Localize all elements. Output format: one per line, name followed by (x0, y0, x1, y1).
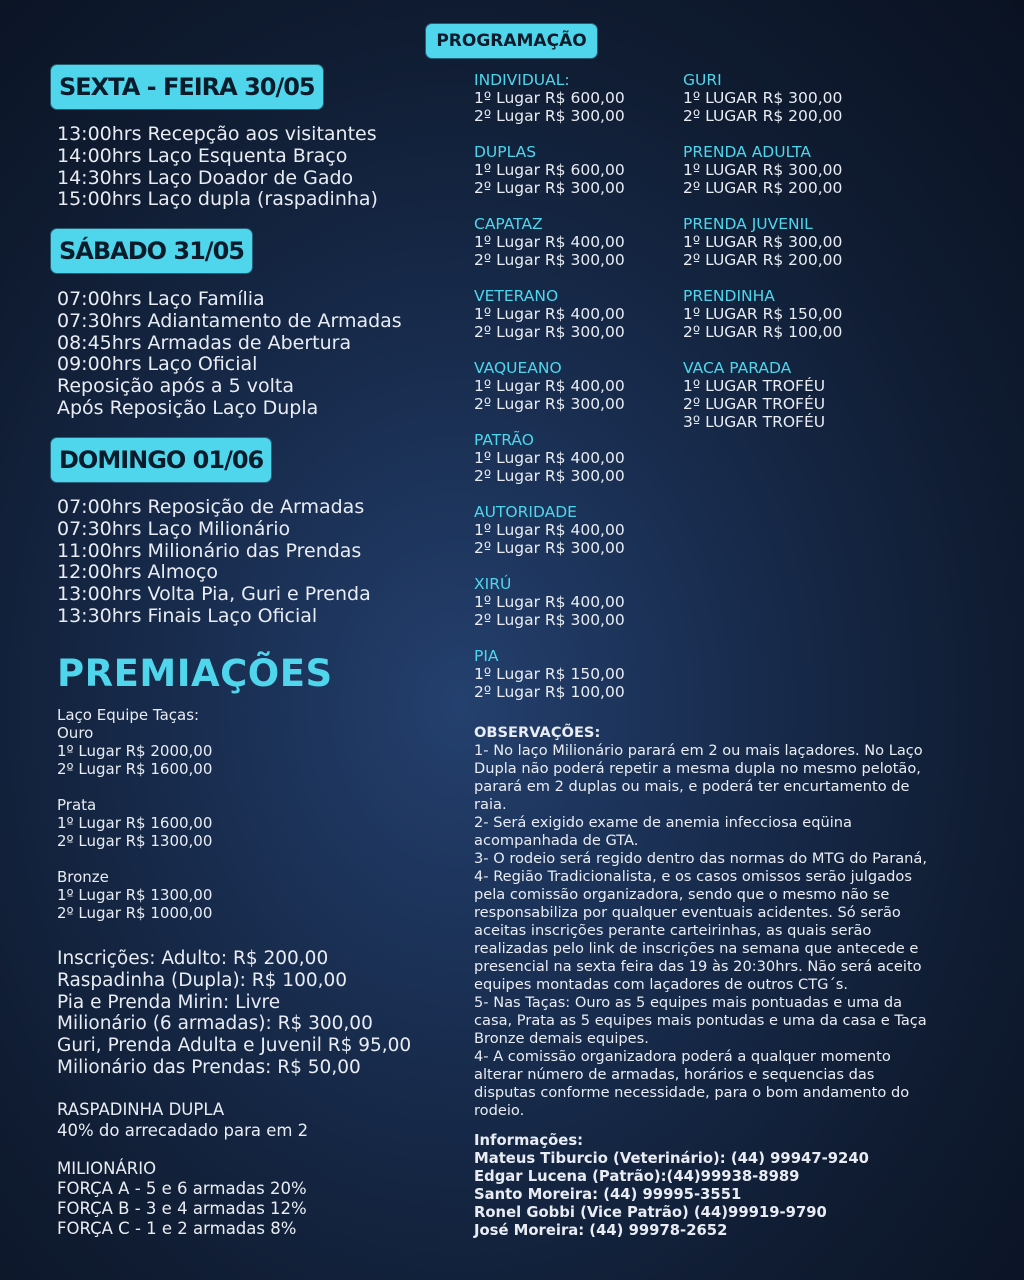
category-line: 1º LUGAR R$ 150,00 (683, 305, 843, 323)
category-line: 2º Lugar R$ 300,00 (474, 323, 625, 341)
category-line: 2º Lugar R$ 300,00 (474, 395, 625, 413)
category-line: 2º Lugar R$ 300,00 (474, 467, 625, 485)
fee-line: Milionário das Prendas: R$ 50,00 (57, 1056, 361, 1078)
category-line: 1º Lugar R$ 400,00 (474, 449, 625, 467)
category-name: VETERANO (474, 287, 559, 305)
category-pia (474, 647, 625, 701)
category-line: 2º LUGAR R$ 200,00 (683, 107, 843, 125)
observacao-line: Bronze demais equipes. (474, 1030, 649, 1047)
observacao-line: parará em 2 duplas ou mais, e poderá ter encurtamento de (474, 778, 910, 795)
category-name: CAPATAZ (474, 215, 543, 233)
category-name: AUTORIDADE (474, 503, 577, 521)
schedule-item: Após Reposição Laço Dupla (57, 396, 319, 419)
category-line: 2º Lugar R$ 300,00 (474, 179, 625, 197)
category-xiru (474, 575, 625, 629)
category-name: XIRÚ (474, 575, 512, 593)
observacao-line: 5- Nas Taças: Ouro as 5 equipes mais pontuadas e uma da (474, 994, 903, 1011)
inscricoes (57, 948, 411, 1079)
category-capataz (474, 215, 625, 269)
prize-line: Prata (57, 796, 97, 814)
category-line: 1º Lugar R$ 600,00 (474, 89, 625, 107)
category-line: 1º LUGAR TROFÉU (683, 377, 826, 395)
category-name: PRENDINHA (683, 287, 775, 305)
schedule-item: 13:00hrs Recepção aos visitantes (57, 123, 377, 145)
schedule-saturday (57, 289, 402, 420)
observacao-line: 4- A comissão organizadora poderá a qualquer momento (474, 1048, 891, 1065)
category-name: PATRÃO (474, 431, 534, 449)
observacao-line: equipes montadas com laçadores de outros CTG´s. (474, 976, 848, 993)
contact-line: Ronel Gobbi (Vice Patrão) (44)99919-9790 (474, 1204, 827, 1221)
milionario-line: FORÇA C - 1 e 2 armadas 8% (57, 1219, 297, 1238)
prize-line: 2º Lugar R$ 1000,00 (57, 904, 213, 922)
category-line: 1º LUGAR R$ 300,00 (683, 89, 843, 107)
informacoes (474, 1132, 869, 1240)
category-line: 2º Lugar R$ 300,00 (474, 107, 625, 125)
category-name: VAQUEANO (474, 359, 562, 377)
category-line: 1º Lugar R$ 400,00 (474, 377, 625, 395)
category-prenda-juvenil (683, 215, 842, 269)
schedule-item: 14:00hrs Laço Esquenta Braço (57, 144, 348, 167)
schedule-item: 07:30hrs Adiantamento de Armadas (57, 309, 402, 332)
category-prendinha (683, 287, 842, 341)
prize-line: 1º Lugar R$ 2000,00 (57, 742, 213, 760)
category-line: 2º Lugar R$ 300,00 (474, 539, 625, 557)
category-line: 1º Lugar R$ 400,00 (474, 521, 625, 539)
category-line: 2º LUGAR R$ 200,00 (683, 251, 843, 269)
category-name: DUPLAS (474, 143, 537, 161)
category-line: 1º LUGAR R$ 300,00 (683, 161, 843, 179)
prize-line: 2º Lugar R$ 1300,00 (57, 832, 213, 850)
fee-line: Inscrições: Adulto: R$ 200,00 (57, 948, 329, 969)
category-autoridade (474, 503, 625, 557)
prize-line: 2º Lugar R$ 1600,00 (57, 760, 213, 778)
observacao-line: casa, Prata as 5 equipes mais pontudas e uma da casa e Taça (474, 1012, 927, 1029)
prize-line: 1º Lugar R$ 1600,00 (57, 814, 213, 832)
observacao-line: responsabiliza por qualquer eventuais acidentes. Só serão (474, 904, 901, 921)
fee-line: Raspadinha (Dupla): R$ 100,00 (57, 969, 348, 991)
observacao-line: rodeio. (474, 1102, 525, 1119)
category-line: 2º Lugar R$ 300,00 (474, 251, 625, 269)
category-line: 2º LUGAR TROFÉU (683, 395, 826, 413)
category-line: 2º LUGAR R$ 200,00 (683, 179, 843, 197)
category-veterano (474, 287, 625, 341)
category-line: 1º Lugar R$ 400,00 (474, 305, 625, 323)
raspadinha-line: 40% do arrecadado para em 2 (57, 1120, 309, 1140)
contact-line: Mateus Tiburcio (Veterinário): (44) 99947-9240 (474, 1150, 869, 1167)
raspadinha-line: RASPADINHA DUPLA (57, 1100, 225, 1119)
category-line: 1º Lugar R$ 150,00 (474, 665, 625, 683)
schedule-item: Reposição após a 5 volta (57, 375, 294, 398)
day-badge-saturday: SÁBADO 31/05 (51, 229, 252, 273)
observacoes-title: OBSERVAÇÕES: (474, 724, 601, 741)
schedule-item: 08:45hrs Armadas de Abertura (57, 331, 352, 354)
premiacoes-prata (57, 796, 212, 850)
schedule-item: 15:00hrs Laço dupla (raspadinha) (57, 188, 378, 211)
observacao-line: raia. (474, 796, 507, 813)
observacoes (474, 724, 1004, 1120)
prize-line: Bronze (57, 868, 109, 886)
contact-line: José Moreira: (44) 99978-2652 (474, 1222, 728, 1239)
observacao-line: presencial na sexta feira das 19 às 20:30hrs. Não será aceito (474, 958, 922, 975)
milionario-line: MILIONÁRIO (57, 1159, 157, 1178)
category-prenda-adulta (683, 143, 842, 197)
schedule-sunday (57, 497, 371, 628)
schedule-item: 09:00hrs Laço Oficial (57, 353, 258, 376)
category-line: 1º Lugar R$ 600,00 (474, 161, 625, 179)
observacao-line: alterar número de armadas, horários e sequencias das (474, 1066, 875, 1083)
observacao-line: 4- Região Tradicionalista, e os casos omissos serão julgados (474, 868, 912, 885)
category-line: 2º Lugar R$ 300,00 (474, 611, 625, 629)
category-vaca-parada (683, 359, 825, 431)
observacao-line: 1- No laço Milionário parará em 2 ou mais laçadores. No Laço (474, 742, 923, 759)
prize-line: 1º Lugar R$ 1300,00 (57, 886, 213, 904)
schedule-friday (57, 124, 378, 211)
category-guri (683, 71, 842, 125)
day-badge-sunday: DOMINGO 01/06 (51, 438, 271, 482)
programacao-title: PROGRAMAÇÃO (426, 24, 597, 58)
category-line: 1º LUGAR R$ 300,00 (683, 233, 843, 251)
observacao-line: acompanhada de GTA. (474, 832, 639, 849)
schedule-item: 13:30hrs Finais Laço Oficial (57, 604, 318, 627)
category-duplas (474, 143, 625, 197)
milionario (57, 1159, 307, 1239)
category-name: PRENDA JUVENIL (683, 215, 813, 233)
category-line: 2º Lugar R$ 100,00 (474, 683, 625, 701)
informacoes-title: Informações: (474, 1132, 584, 1149)
schedule-item: 11:00hrs Milionário das Prendas (57, 539, 362, 562)
fee-line: Pia e Prenda Mirin: Livre (57, 991, 281, 1013)
observacao-line: aceitas inscrições perante carteirinhas, as quais serão (474, 922, 872, 939)
contact-line: Santo Moreira: (44) 99995-3551 (474, 1186, 742, 1203)
day-badge-friday: SEXTA - FEIRA 30/05 (51, 65, 323, 109)
schedule-item: 13:00hrs Volta Pia, Guri e Prenda (57, 583, 371, 606)
category-name: GURI (683, 71, 722, 89)
premiacoes-ouro (57, 706, 212, 778)
contact-line: Edgar Lucena (Patrão):(44)99938-8989 (474, 1168, 800, 1185)
raspadinha (57, 1100, 308, 1141)
category-line: 2º LUGAR R$ 100,00 (683, 323, 843, 341)
schedule-item: 07:00hrs Laço Família (57, 288, 265, 310)
prize-line: Laço Equipe Taças: (57, 706, 200, 724)
observacao-line: 3- O rodeio será regido dentro das normas do MTG do Paraná, (474, 850, 927, 867)
category-line: 1º Lugar R$ 400,00 (474, 593, 625, 611)
category-individual (474, 71, 625, 125)
category-line: 3º LUGAR TROFÉU (683, 413, 826, 431)
schedule-item: 14:30hrs Laço Doador de Gado (57, 166, 354, 189)
fee-line: Guri, Prenda Adulta e Juvenil R$ 95,00 (57, 1035, 412, 1057)
milionario-line: FORÇA B - 3 e 4 armadas 12% (57, 1199, 307, 1218)
category-name: PRENDA ADULTA (683, 143, 811, 161)
observacao-line: 2- Será exigido exame de anemia infecciosa eqüina (474, 814, 852, 831)
observacao-line: realizadas pelo link de inscrições na semana que antecede e (474, 940, 919, 957)
observacao-line: pela comissão organizadora, sendo que o mesmo não se (474, 886, 890, 903)
category-name: INDIVIDUAL: (474, 71, 570, 89)
category-name: VACA PARADA (683, 359, 792, 377)
premiacoes-title: PREMIAÇÕES (57, 652, 333, 695)
schedule-item: 07:30hrs Laço Milionário (57, 517, 291, 540)
category-patrao (474, 431, 625, 485)
observacao-line: disputas conforme necessidade, para o bom andamento do (474, 1084, 910, 1101)
milionario-line: FORÇA A - 5 e 6 armadas 20% (57, 1179, 307, 1198)
observacao-line: Dupla não poderá repetir a mesma dupla no mesmo pelotão, (474, 760, 921, 777)
prize-line: Ouro (57, 724, 94, 742)
schedule-item: 07:00hrs Reposição de Armadas (57, 496, 365, 518)
premiacoes-bronze (57, 868, 212, 922)
schedule-item: 12:00hrs Almoço (57, 561, 219, 584)
category-line: 1º Lugar R$ 400,00 (474, 233, 625, 251)
category-name: PIA (474, 647, 499, 665)
fee-line: Milionário (6 armadas): R$ 300,00 (57, 1013, 373, 1035)
category-vaqueano (474, 359, 625, 413)
